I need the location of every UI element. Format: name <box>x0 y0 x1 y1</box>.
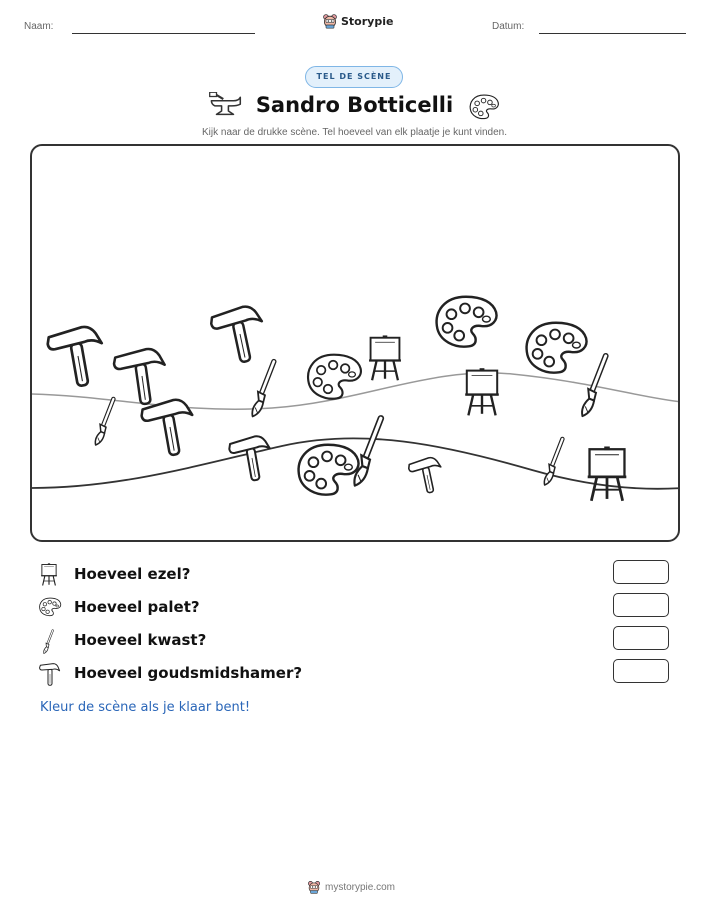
page-title: Sandro Botticelli <box>255 93 454 117</box>
palette-4 <box>299 445 359 495</box>
answer-box-easel[interactable] <box>613 560 669 584</box>
hammer-icon <box>38 662 62 686</box>
question-row-palette <box>38 596 678 622</box>
answer-box-hammer[interactable] <box>613 659 669 683</box>
scene-drawing <box>32 146 680 542</box>
name-label: Naam: <box>24 21 54 32</box>
coloring-instruction: Kleur de scène als je klaar bent! <box>40 700 251 715</box>
palette-3 <box>527 323 587 373</box>
activity-badge: TEL DE SCÈNE <box>305 66 403 88</box>
palette-icon <box>38 596 62 618</box>
question-row-brush <box>38 629 678 655</box>
brush-4 <box>582 356 606 416</box>
hammer-2 <box>113 347 170 407</box>
instruction-text: Kijk naar de drukke scène. Tel hoeveel van elk plaatje je kunt vinden. <box>201 127 507 138</box>
easel-3 <box>588 446 627 500</box>
question-row-hammer <box>38 662 678 688</box>
hammer-3 <box>140 397 199 459</box>
hammer-4 <box>209 304 269 367</box>
footer <box>307 880 395 894</box>
hammer-5 <box>228 434 275 483</box>
brush-3 <box>354 418 380 485</box>
name-line[interactable] <box>72 33 255 34</box>
answer-box-palette[interactable] <box>613 593 669 617</box>
palette-2 <box>437 297 497 347</box>
palette-1 <box>308 355 361 399</box>
date-line[interactable] <box>539 33 686 34</box>
question-text: Hoeveel ezel? <box>74 565 191 583</box>
easel-icon <box>38 563 60 587</box>
easel-2 <box>465 368 499 415</box>
counting-scene <box>30 144 680 542</box>
date-label: Datum: <box>492 21 525 32</box>
bear-mascot-icon <box>307 880 321 894</box>
brand-name: Storypie <box>341 14 394 28</box>
question-text: Hoeveel kwast? <box>74 631 207 649</box>
brush-2 <box>95 399 113 445</box>
question-row-easel <box>38 563 678 589</box>
easel-1 <box>369 335 401 380</box>
question-text: Hoeveel goudsmidshamer? <box>74 664 303 682</box>
brand-logo <box>322 13 393 29</box>
bear-mascot-icon <box>322 13 338 29</box>
answer-box-brush[interactable] <box>613 626 669 650</box>
footer-site: mystorypie.com <box>325 881 396 893</box>
brush-5 <box>544 439 562 485</box>
question-text: Hoeveel palet? <box>74 598 200 616</box>
hammer-6 <box>407 456 445 496</box>
brush-icon <box>38 629 60 655</box>
hammer-1 <box>46 324 109 390</box>
palette-icon <box>468 93 500 121</box>
